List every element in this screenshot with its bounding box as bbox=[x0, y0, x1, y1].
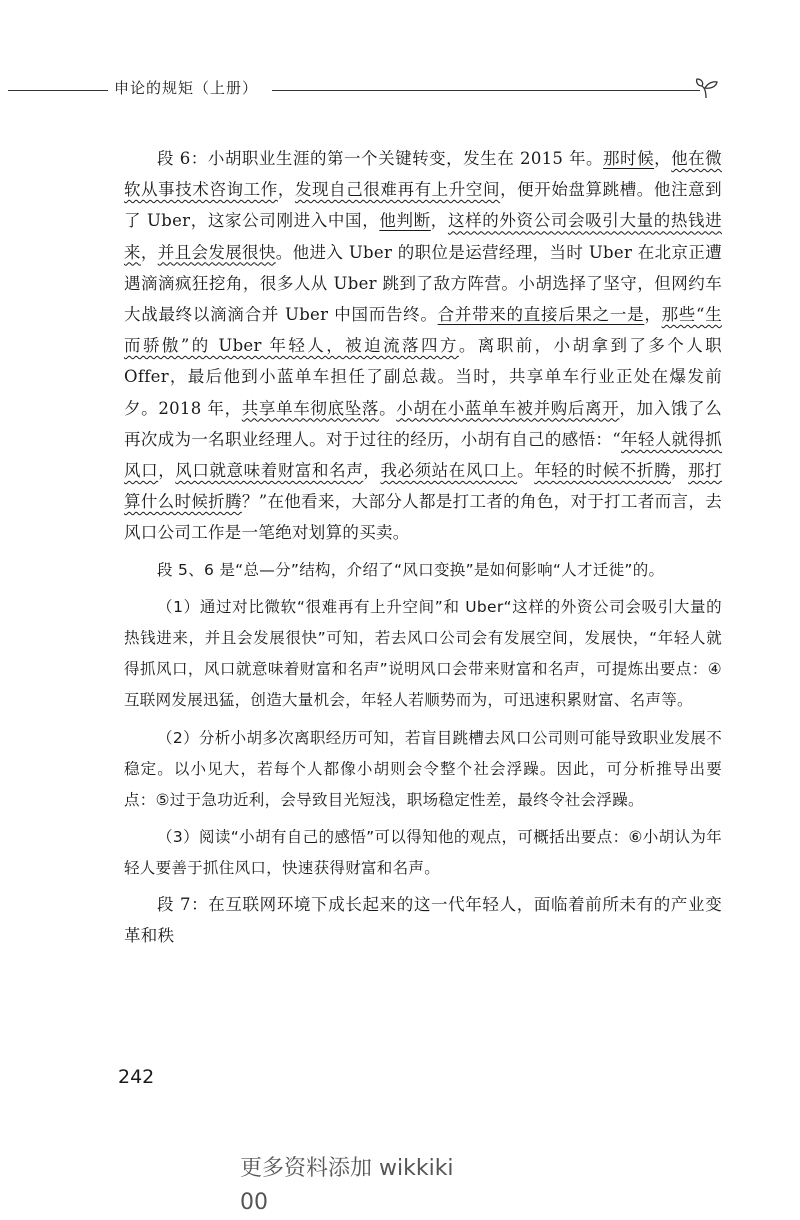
underlined-phrase: 并且会发展很快 bbox=[157, 242, 276, 262]
underlined-phrase: 共享单车彻底坠落 bbox=[241, 398, 380, 418]
underlined-phrase: 那时候 bbox=[603, 149, 655, 168]
text-run: 。 bbox=[379, 398, 397, 418]
underlined-phrase: 我必须站在风口上 bbox=[380, 461, 518, 481]
text-run: 。离职前，小胡拿到了多个人职 Offer，最后他到小蓝单车担任了副总裁。当时，共享单车行业正处在爆发前夕。2018 年， bbox=[124, 336, 722, 418]
running-header bbox=[0, 76, 800, 100]
text-run: 。 bbox=[517, 461, 535, 481]
case-paragraph-7: 段 7：在互联网环境下成长起来的这一代年轻人，面临着前所未有的产业变革和秩 bbox=[124, 894, 722, 945]
text-run: ？”在他看来，大部分人都是打工者的角色，对于打工者而言，去风口公司工作是一笔绝对划算的买卖。 bbox=[124, 492, 722, 543]
text-run: ， bbox=[158, 461, 176, 481]
page-body bbox=[124, 143, 722, 955]
footer-watermark-text: 更多资料添加 wikkiki 00 bbox=[240, 1156, 454, 1215]
text-run: ， bbox=[140, 242, 158, 262]
sprout-icon bbox=[694, 76, 720, 100]
text-run: ， bbox=[430, 211, 448, 231]
book-title: 申论的规矩（上册） bbox=[114, 79, 259, 97]
header-rule-right bbox=[272, 90, 700, 91]
text-run: 段 6：小胡职业生涯的第一个关键转变，发生在 2015 年。 bbox=[157, 149, 604, 168]
underlined-phrase: 年轻的时候不折腾 bbox=[534, 461, 671, 481]
text-run: 。他进入 Uber 的职位是运营经理，当时 Uber 在北京正遭遇滴滴疯狂挖角，很多人从 Uber 跳到了敌方阵营。小胡选择了坚守，但网约车大战最终以滴滴合并 Uber 中国而告终。 bbox=[124, 242, 722, 325]
underlined-phrase: 合并带来的直接后果之一是 bbox=[437, 305, 645, 325]
text-run: ，加入饿了么再次成为一名职业经理人。对于过往的经历，小胡有自己的感悟：“ bbox=[124, 398, 722, 449]
underlined-phrase: 这样的外资公司会吸引大量的热钱进来 bbox=[124, 211, 722, 262]
text-run: ， bbox=[363, 461, 381, 481]
analysis-point-1: （1）通过对比微软“很难再有上升空间”和 Uber“这样的外资公司会吸引大量的热钱进来，并且会发展很快”可知，若去风口公司会有发展空间，发展快，“年轻人就得抓风口，风口就意味着财富和名声”说明风口会带来财富和名声，可提炼出要点：④互联网发展迅猛，创造大量机会，年轻人若顺势而为，可迅速积累财富、名声等。 bbox=[124, 597, 722, 710]
case-paragraph-6 bbox=[124, 143, 722, 549]
analysis-point-2: （2）分析小胡多次离职经历可知，若盲目跳槽去风口公司则可能导致职业发展不稳定。以小见大，若每个人都像小胡则会令整个社会浮躁。因此，可分析推导出要点：⑤过于急功近利，会导致目光短浅，职场稳定性差，最终令社会浮躁。 bbox=[124, 728, 722, 810]
underlined-phrase: 风口就意味着财富和名声 bbox=[175, 461, 364, 481]
analysis-point-3: （3）阅读“小胡有自己的感悟”可以得知他的观点，可概括出要点：⑥小胡认为年轻人要善于抓住风口，快速获得财富和名声。 bbox=[124, 828, 722, 878]
underlined-phrase: 那些“生而骄傲”的 Uber 年轻人，被迫流落四方 bbox=[124, 305, 722, 356]
underlined-phrase: 他在微软从事技术咨询工作 bbox=[124, 149, 722, 200]
underlined-phrase: 那打算什么时候折腾 bbox=[124, 461, 722, 512]
underlined-phrase: 发现自己很难再有上升空间 bbox=[294, 180, 501, 200]
text-run: ，便开始盘算跳槽。他注意到了 Uber，这家公司刚进入中国， bbox=[124, 180, 722, 231]
underlined-phrase: 他判断 bbox=[379, 211, 431, 231]
underlined-phrase: 小胡在小蓝单车被并购后离开 bbox=[396, 398, 620, 418]
text-run: ， bbox=[670, 461, 689, 481]
text-run: ， bbox=[644, 305, 662, 325]
text-run: ， bbox=[277, 180, 295, 200]
page-number: 242 bbox=[118, 1066, 155, 1088]
underlined-phrase: 年轻人就得抓风口 bbox=[124, 429, 722, 481]
text-run: ， bbox=[654, 149, 672, 168]
header-rule-left bbox=[8, 90, 108, 91]
analysis-summary: 段 5、6 是“总—分”结构，介绍了“风口变换”是如何影响“人才迁徙”的。 bbox=[157, 560, 665, 579]
